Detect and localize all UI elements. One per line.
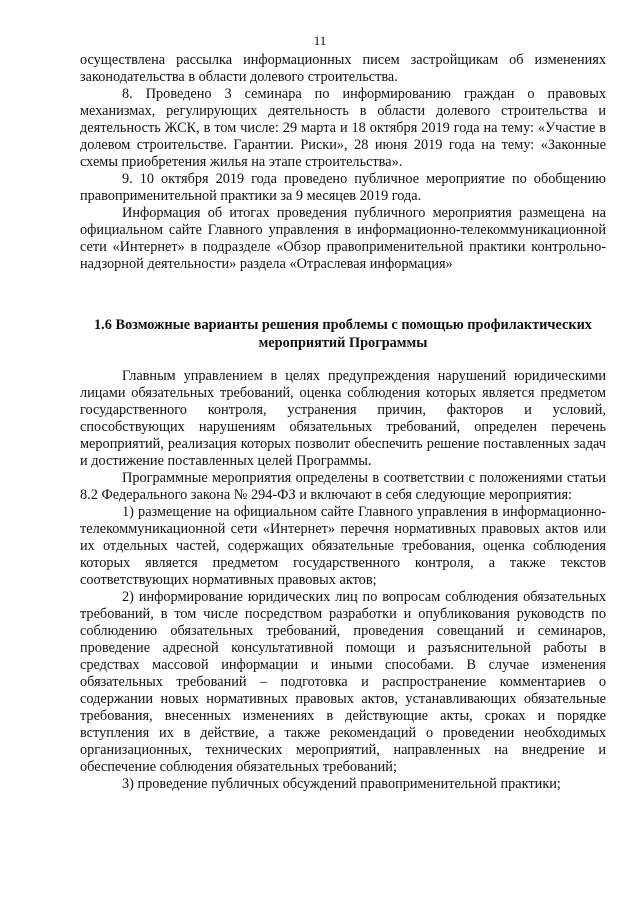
section-heading: 1.6 Возможные варианты решения проблемы с помощью профилактических мероприятий Программы [94,317,592,351]
body-text-block [80,368,606,793]
paragraph: 8. Проведено 3 семинара по информированию граждан о правовых механизмах, регулирующих деятельность в области долевого строительства и деятельность ЖСК, в том числе: 29 марта и 18 октября 2019 года на тему: «Участие в долевом строительстве. Гарантии. Риски», 28 июня 2019 года на тему: «Законные схемы приобретения жилья на этапе строительства». [80,86,606,170]
list-item: 2) информирование юридических лиц по вопросам соблюдения обязательных требований, в том числе посредством разработки и опубликования руководств по соблюдению обязательных требований, проведения совещаний и семинаров, проведение адресной консультативной помощи и разъяснительной работы в средствах массовой информации и иными способами. В случае изменения обязательных требований – подготовка и распространение комментариев о содержании новых нормативных правовых актов, устанавливающих обязательные требования, внесенных изменениях в действующие акты, сроках и порядке вступления их в действие, а также рекомендаций о проведении необходимых организационных, технических мероприятий, направленных на внедрение и обеспечение соблюдения обязательных требований; [80,589,606,775]
page-number: 11 [313,33,327,48]
top-text-block [80,52,606,273]
paragraph: осуществлена рассылка информационных писем застройщикам об изменениях законодательства в области долевого строительства. [80,52,606,85]
paragraph: Информация об итогах проведения публичного мероприятия размещена на официальном сайте Главного управления в информационно-телекоммуникационной сети «Интернет» в подразделе «Обзор правоприменительной практики контрольно-надзорной деятельности» раздела «Отраслевая информация» [80,205,606,272]
paragraph: Программные мероприятия определены в соответствии с положениями статьи 8.2 Федерального закона № 294-ФЗ и включают в себя следующие мероприятия: [80,470,606,503]
list-item: 3) проведение публичных обсуждений правоприменительной практики; [122,776,561,792]
list-item: 1) размещение на официальном сайте Главного управления в информационно-телекоммуникационной сети «Интернет» перечня нормативных правовых актов или их отдельных частей, содержащих обязательные требования, оценка соблюдения которых является предметом государственного контроля, а также текстов соответствующих нормативных правовых актов; [80,504,606,588]
paragraph: 9. 10 октября 2019 года проведено публичное мероприятие по обобщению правоприменительной практики за 9 месяцев 2019 года. [80,171,606,204]
paragraph: Главным управлением в целях предупреждения нарушений юридическими лицами обязательных требований, оценка соблюдения которых является предметом государственного контроля, устранения причин, факторов и условий, способствующих нарушениям обязательных требований, определен перечень мероприятий, реализация которых позволит обеспечить решение поставленных задач и достижение поставленных целей Программы. [80,368,606,469]
